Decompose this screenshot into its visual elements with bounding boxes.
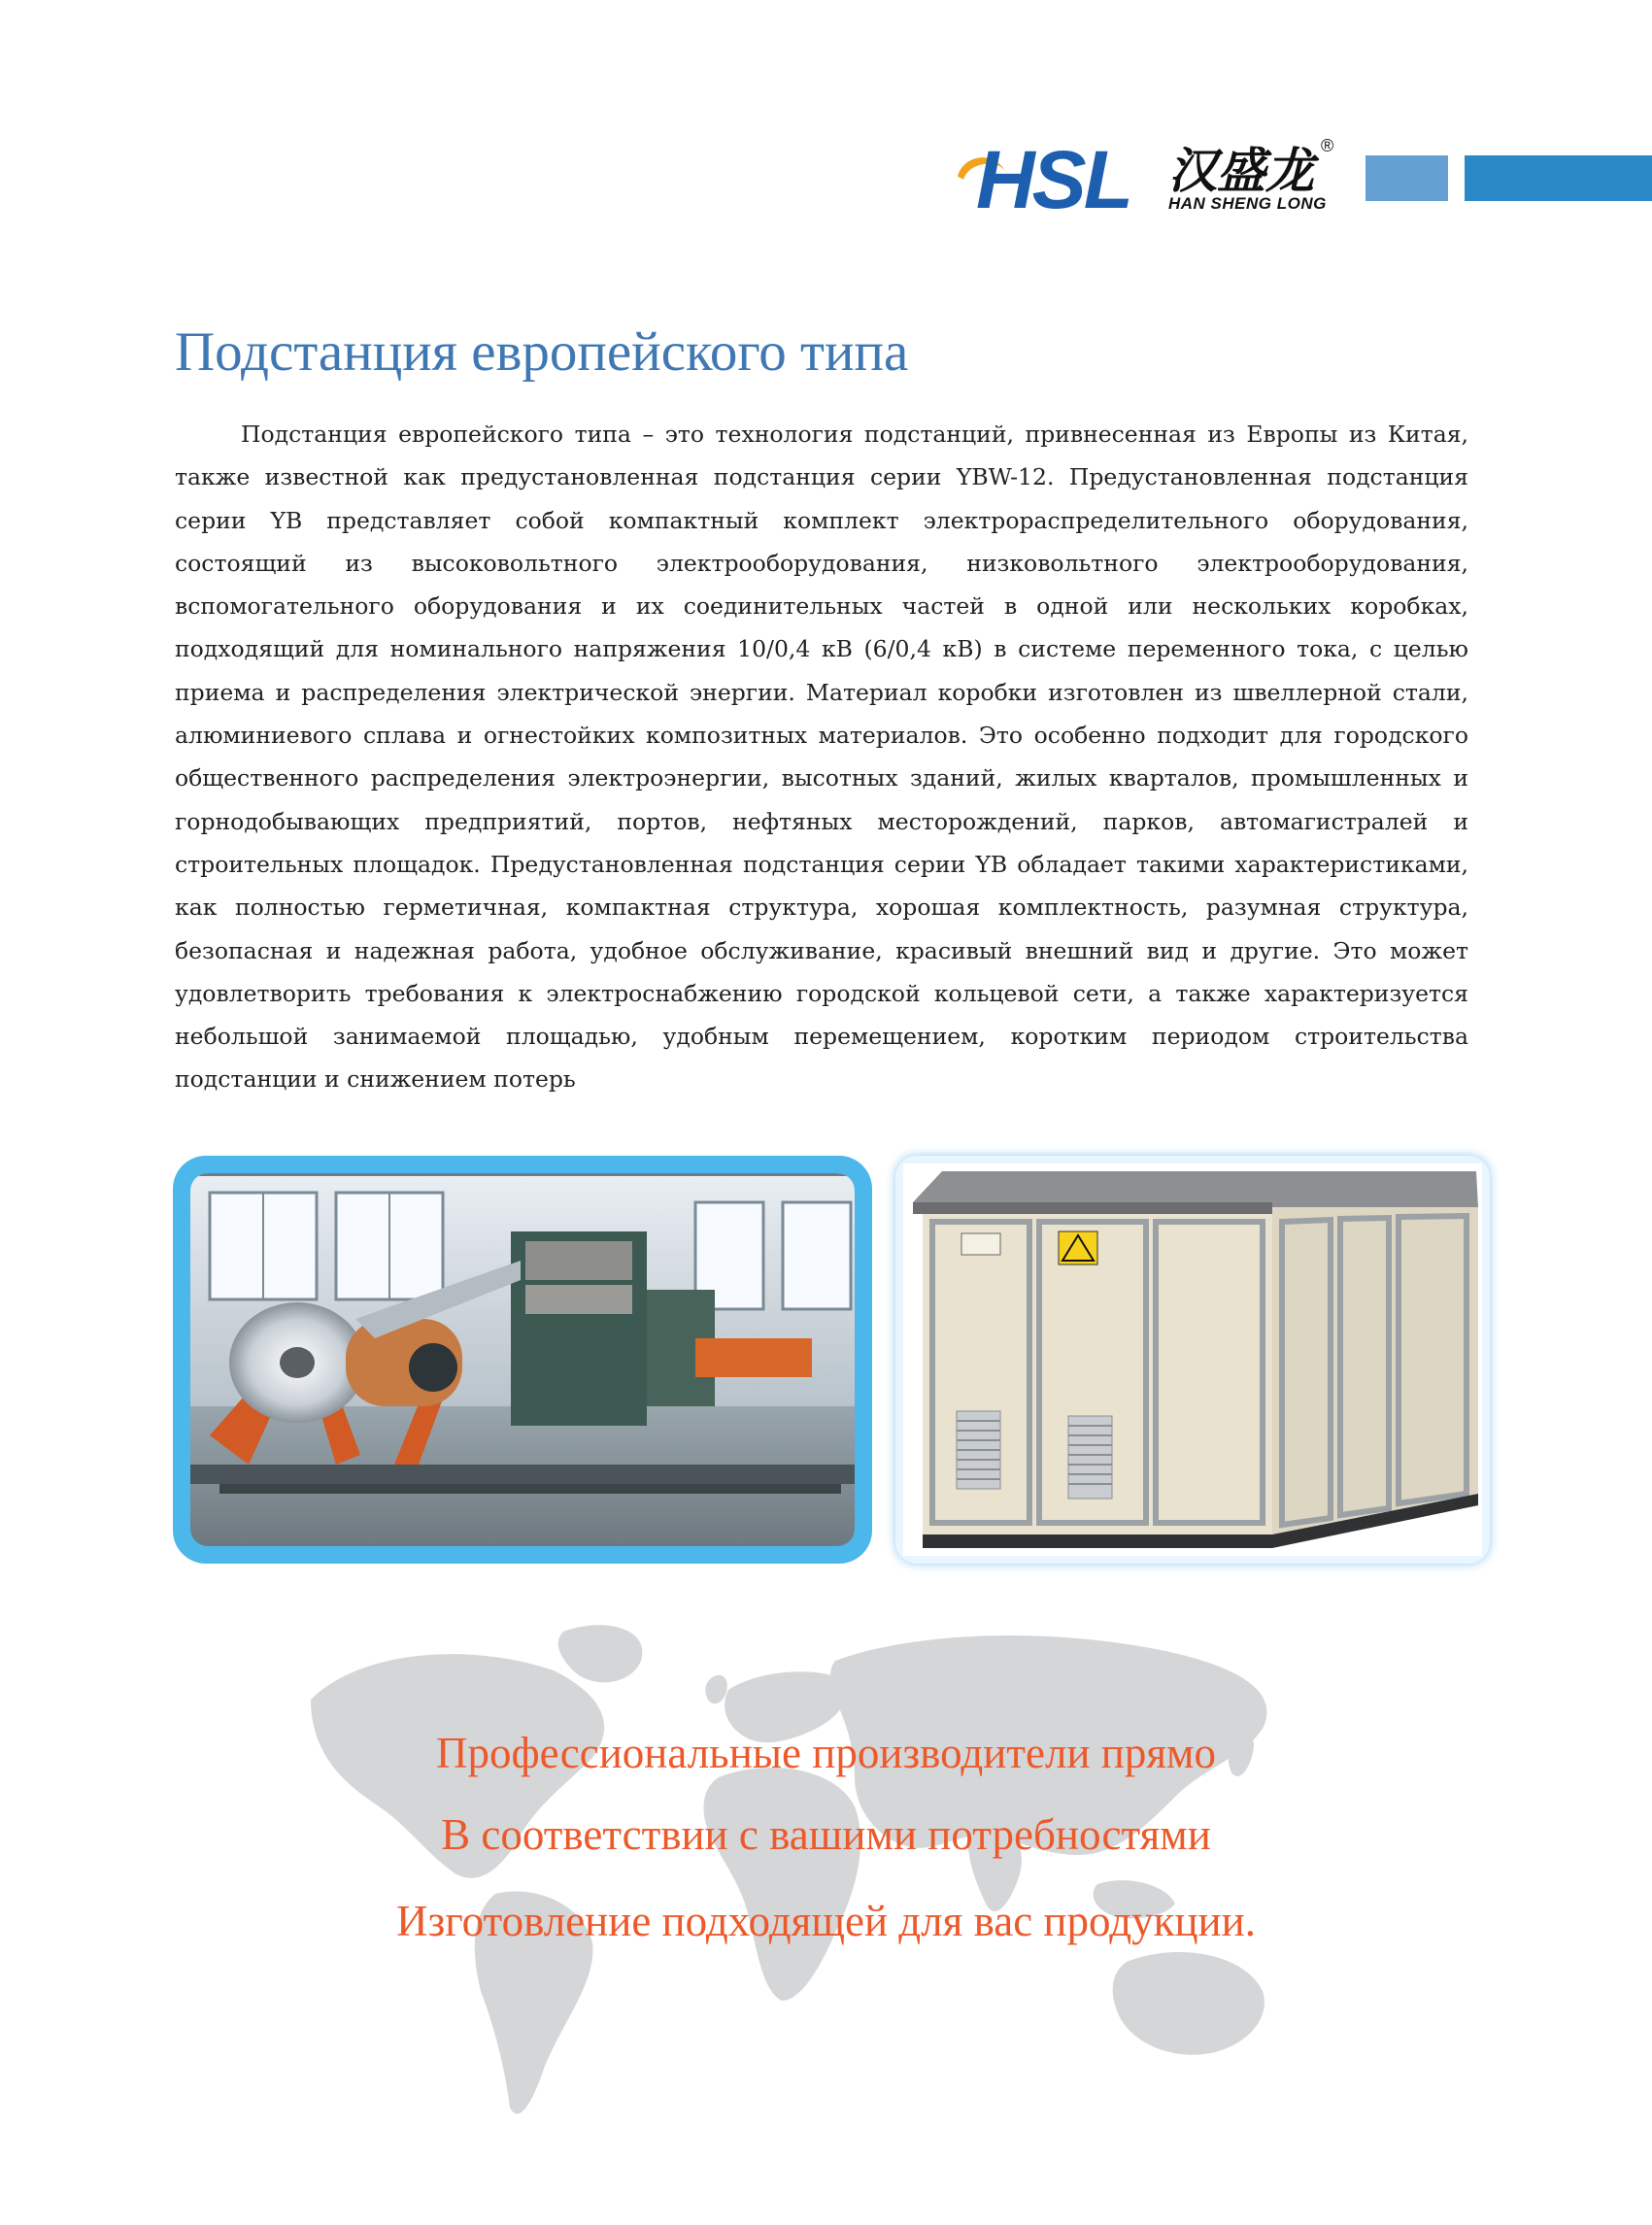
machine-photo: [190, 1173, 855, 1546]
substation-photo-frame: [895, 1156, 1490, 1564]
substation-photo: [903, 1163, 1482, 1556]
world-map-illustration: [272, 1612, 1360, 2156]
logo-subtitle: HAN SHENG LONG: [1168, 194, 1327, 213]
header-accent-bar-dark: [1465, 155, 1652, 201]
slogan-line-1: Профессиональные производители прямо: [436, 1729, 1216, 1777]
slogan-line-2: В соответствии с вашими потребностями: [441, 1810, 1211, 1859]
world-map-background: [272, 1612, 1360, 2156]
body-paragraph: Подстанция европейского типа – это технология подстанций, привнесенная из Европы из Китая, также известной как предустановленная подстанция серии YBW-12. Предустановленная подстанция серии YB представляет собой компактный комплект электрораспределительного оборудования, состоящий из высоковольтного электрооборудования, низковольтного электрооборудования, вспомогательного оборудования и их соединительных частей в одной или нескольких коробках, подходящий для номинального напряжения 10/0,4 кВ (6/0,4 кВ) в системе переменного тока, с целью приема и распределения электрической энергии. Материал коробки изготовлен из швеллерной стали, алюминиевого сплава и огнестойких композитных материалов. Это особенно подходит для городского общественного распределения электроэнергии, высотных зданий, жилых кварталов, промышленных и горнодобывающих предприятий, портов, нефтяных месторождений, парков, автомагистралей и строительных площадок. Предустановленная подстанция серии YB обладает такими характеристиками, как полностью герметичная, компактная структура, хорошая комплектность, разумная структура, безопасная и надежная работа, удобное обслуживание, красивый внешний вид и другие. Это может удовлетворить требования к электроснабжению городской кольцевой сети, а также характеризуется небольшой занимаемой площадью, удобным перемещением, коротким периодом строительства подстанции и снижением потерь: [175, 421, 1468, 1094]
logo-hsl-text: HSL: [976, 134, 1130, 225]
page-title: Подстанция европейского типа: [175, 321, 909, 383]
logo-chinese-text: 汉盛龙: [1168, 143, 1314, 199]
machine-photo-frame: [173, 1156, 872, 1564]
brand-logo: [957, 136, 1340, 223]
header-accent-bar-light: [1365, 155, 1448, 201]
registered-mark: ®: [1321, 136, 1334, 155]
coil-machine-illustration: [190, 1173, 855, 1546]
slogan-line-3: Изготовление подходящей для вас продукции.: [396, 1897, 1256, 1945]
